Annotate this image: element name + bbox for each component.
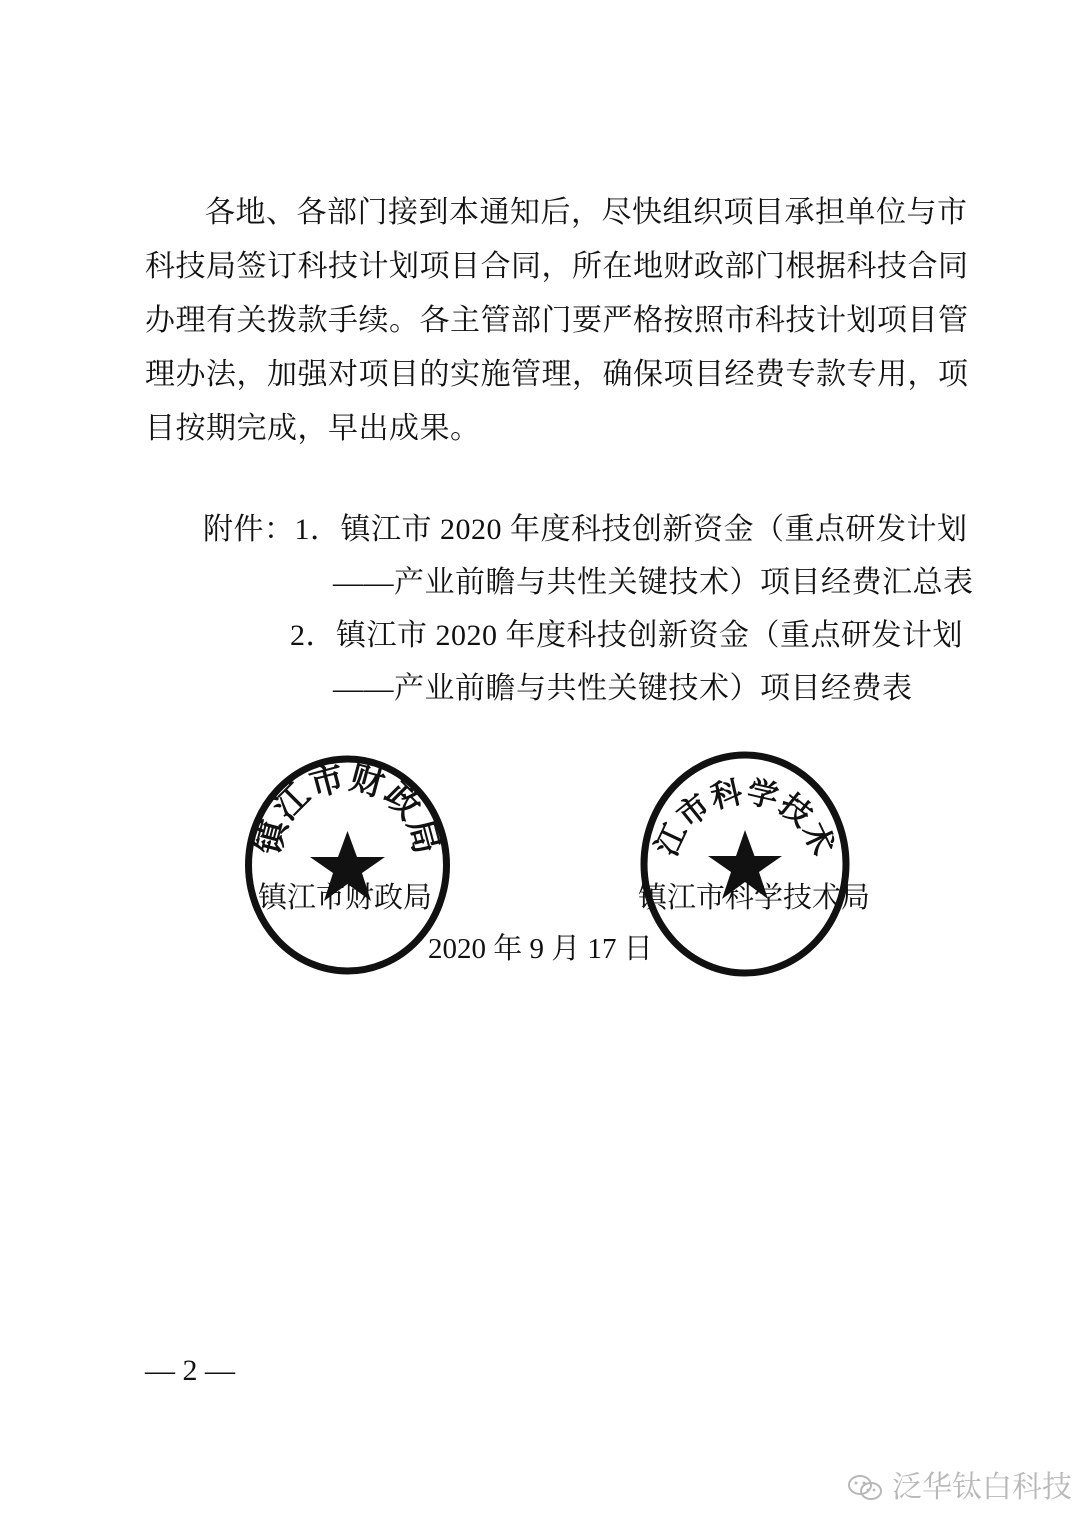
paragraph-line-5: 目按期完成，早出成果。 [145,411,481,446]
attachment-line-3: 2．镇江市 2020 年度科技创新资金（重点研发计划 [290,619,963,652]
attachment-line-4: ——产业前瞻与共性关键技术）项目经费表 [333,672,913,705]
svg-text:镇江市科学技术局: 镇江市科学技术局 [624,722,842,862]
paragraph-line-3: 办理有关拨款手续。各主管部门要严格按照市科技计划项目管 [145,303,969,338]
watermark-text: 泛华钛白科技 [892,1470,1072,1505]
page-number: — 2 — [145,1354,235,1387]
document-date: 2020 年 9 月 17 日 [428,933,653,965]
science-bureau-seal [624,722,850,978]
attachment-line-2: ——产业前瞻与共性关键技术）项目经费汇总表 [333,566,974,599]
wechat-watermark [846,1468,1072,1508]
wechat-icon [846,1473,884,1503]
finance-bureau-signature: 镇江市财政局 [258,880,433,914]
paragraph-line-2: 科技局签订科技计划项目合同，所在地财政部门根据科技合同 [145,249,969,284]
svg-text:镇江市财政局: 镇江市财政局 [248,757,447,859]
science-bureau-signature: 镇江市科学技术局 [638,880,871,914]
paragraph-line-1: 各地、各部门接到本通知后，尽快组织项目承担单位与市 [205,195,968,230]
attachment-line-1: 附件：1．镇江市 2020 年度科技创新资金（重点研发计划 [203,513,968,546]
finance-bureau-seal [245,755,450,975]
paragraph-line-4: 理办法，加强对项目的实施管理，确保项目经费专款专用，项 [145,357,969,392]
